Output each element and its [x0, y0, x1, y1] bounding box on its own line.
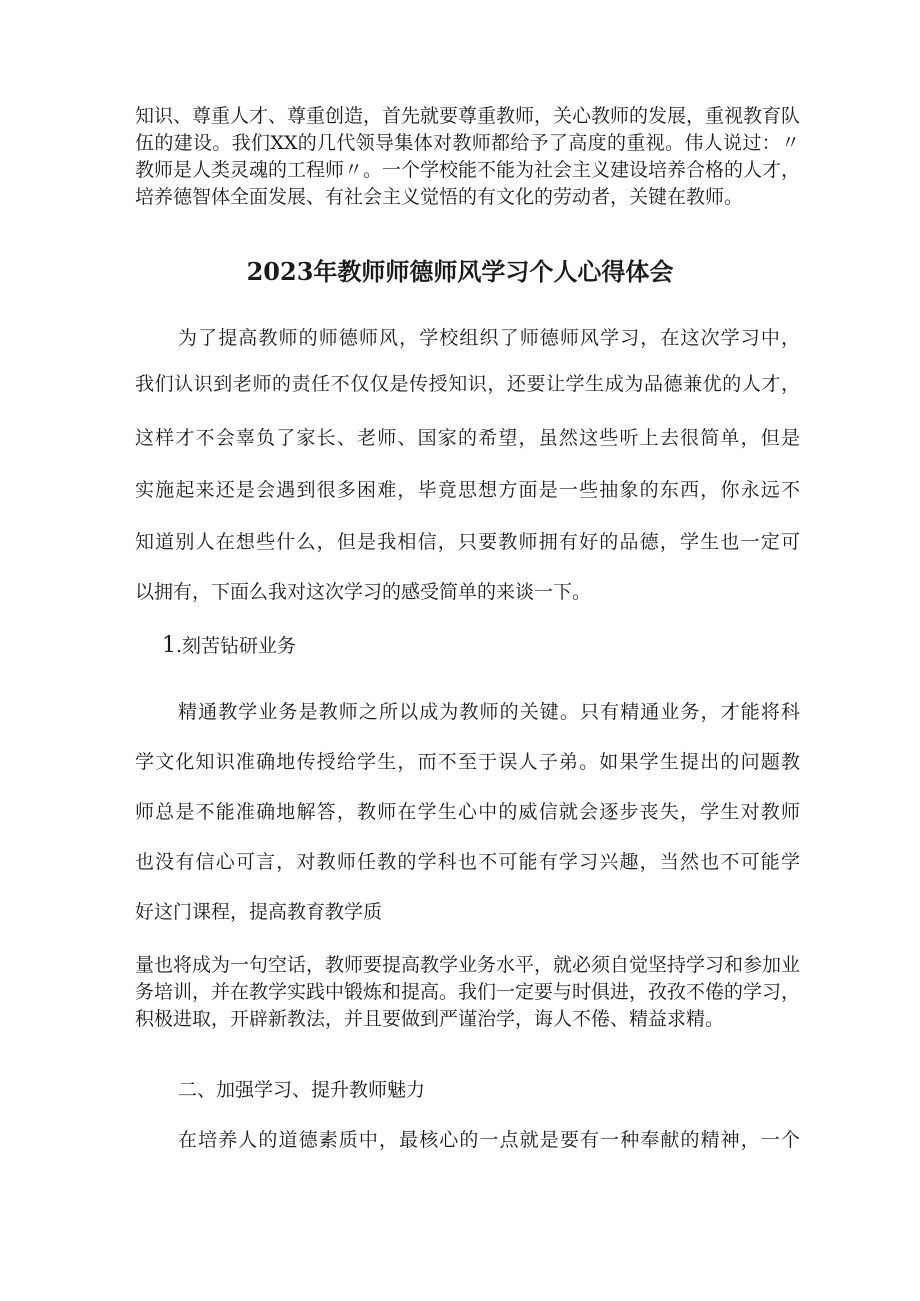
- paragraph-1-line: 这样才不会辜负了家长、老师、国家的希望，虽然这些听上去很简单，但是: [135, 427, 800, 449]
- intro-paragraph: 知识、尊重人才、尊重创造，首先就要尊重教师，关心教师的发展，重视教育队伍的建设。我们XX的几代领导集体对教师都给予了高度的重视。伟人说过：〃教师是人类灵魂的工程师〃。一个学校能不能为社会主义建设培养合格的人才，培养德智体全面发展、有社会主义觉悟的有文化的劳动者，关键在教师。: [135, 105, 801, 208]
- paragraph-1-line: 知道别人在想些什么，但是我相信，只要教师拥有好的品德，学生也一定可: [135, 531, 800, 553]
- section-2-heading: 二、加强学习、提升教师魅力: [178, 1079, 426, 1101]
- paragraph-2-line: 也没有信心可言，对教师任教的学科也不可能有学习兴趣，当然也不可能学: [135, 851, 800, 873]
- paragraph-1-line: 以拥有，下面么我对这次学习的感受简单的来谈一下。: [135, 581, 592, 603]
- paragraph-2-line: 精通教学业务是教师之所以成为教师的关键。只有精通业务，才能将科: [178, 701, 800, 723]
- section-1-text: .刻苦钻研业务: [176, 635, 297, 657]
- paragraph-3: 量也将成为一句空话，教师要提高教学业务水平，就必须自觉坚持学习和参加业务培训，并在教学实践中锻炼和提高。我们一定要与时俱进，孜孜不倦的学习，积极进取，开辟新教法，并且要做到严谨治学，诲人不倦、精益求精。: [135, 954, 801, 1030]
- section-1-number: 1: [162, 633, 176, 658]
- paragraph-1-line: 我们认识到老师的责任不仅仅是传授知识，还要让学生成为品德兼优的人才，: [135, 373, 800, 395]
- paragraph-1-line: 实施起来还是会遇到很多困难，毕竟思想方面是一些抽象的东西，你永远不: [135, 479, 800, 501]
- paragraph-1-line: 为了提高教师的师德师风，学校组织了师德师风学习，在这次学习中，: [178, 327, 800, 349]
- paragraph-4-line: 在培养人的道德素质中，最核心的一点就是要有一种奉献的精神，一个: [178, 1129, 800, 1151]
- paragraph-2-line: 好这门课程，提高教育教学质: [135, 901, 383, 923]
- section-1-heading: [162, 632, 296, 660]
- paragraph-2-line: 师总是不能准确地解答，教师在学生心中的威信就会逐步丧失，学生对教师: [135, 801, 800, 823]
- document-title: 2023年教师师德师风学习个人心得体会: [246, 257, 674, 286]
- paragraph-2-line: 学文化知识准确地传授给学生，而不至于误人子弟。如果学生提出的问题教: [135, 751, 800, 773]
